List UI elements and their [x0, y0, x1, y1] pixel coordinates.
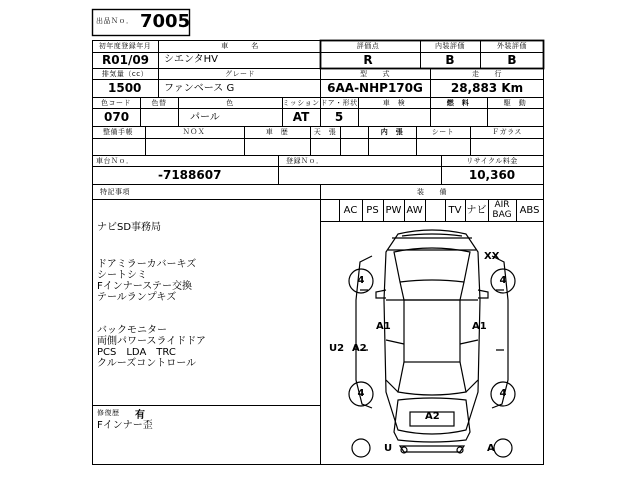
damage-rear-u: U	[384, 443, 393, 454]
mileage-label: 走 行	[472, 70, 502, 78]
remark-line: シートシミ	[97, 270, 147, 281]
score-label: 評価点	[356, 42, 380, 50]
lot-label: 出品Ｎｏ．	[96, 17, 134, 25]
color-code-value: 070	[104, 110, 130, 124]
color-label: 色	[226, 99, 234, 107]
recycle-label: リサイクル料金	[466, 157, 518, 165]
car-diagram	[349, 230, 515, 457]
equip-tv: TV	[448, 205, 462, 216]
interior-value: B	[445, 53, 455, 67]
equip-ps: PS	[366, 205, 379, 216]
equip-aw: AW	[406, 205, 423, 216]
chassis-label: 車台Ｎｏ．	[96, 157, 134, 165]
type-value: 6AA-NHP170G	[327, 81, 423, 95]
roof-label: 天 張	[313, 128, 337, 136]
remark-line: クルーズコントロール	[97, 358, 196, 369]
first-reg-value: R01/09	[102, 53, 150, 67]
fuel-label: 燃 料	[446, 99, 470, 107]
damage-rear-a2: A2	[425, 411, 440, 422]
equip-navi: ナビ	[466, 205, 487, 216]
model-label: 車 名	[221, 42, 259, 50]
equipment-title: 装 備	[417, 188, 447, 196]
interior-label: 内装評価	[435, 42, 465, 50]
remark-line: テールランプキズ	[97, 292, 177, 303]
remark-line: PCS LDA TRC	[97, 347, 176, 358]
type-label: 型 式	[360, 70, 390, 78]
damage-door-left: A1	[376, 321, 391, 332]
remark-line: Fインナーステー交換	[97, 281, 193, 292]
damage-tire-fl: 4	[357, 275, 365, 286]
lot-number: 7005	[140, 11, 191, 32]
equip-abs: ABS	[519, 205, 540, 216]
damage-left-a2: A2	[352, 343, 367, 354]
recycle-value: 10,360	[468, 168, 516, 182]
damage-tire-rr: 4	[499, 388, 507, 399]
remark-line: ドアミラーカバーキズ	[97, 259, 197, 270]
drive-label: 駆 動	[503, 99, 527, 107]
doors-value: 5	[334, 110, 344, 124]
inspection-label: 車 検	[382, 99, 406, 107]
displacement-label: 排気量（cc）	[101, 70, 149, 78]
manual-label: 整備手帳	[103, 128, 133, 136]
seat-label: シート	[431, 128, 455, 136]
grade-label: グレード	[225, 70, 255, 78]
remark-line: バックモニター	[97, 325, 167, 336]
grade-value: ファンベース G	[164, 83, 235, 94]
color-value: パール	[190, 112, 220, 123]
score-value: R	[363, 53, 373, 67]
history-label: 車 歴	[265, 128, 289, 136]
exterior-value: B	[507, 53, 517, 67]
repair-label: 修復歴	[97, 409, 120, 417]
damage-tire-fr: 4	[499, 275, 507, 286]
exterior-label: 外装評価	[497, 42, 527, 50]
color-change-label: 色替	[151, 99, 167, 107]
remark-line: 両側パワースライドドア	[97, 336, 206, 347]
remark-line: ナビSD事務局	[97, 222, 162, 233]
chassis-value: -7188607	[158, 168, 222, 182]
nox-label: ＮＯＸ	[182, 128, 206, 136]
damage-rear-a: A	[487, 443, 495, 454]
repair-note: Fインナー歪	[97, 420, 153, 431]
model-value: シエンタHV	[164, 54, 218, 65]
mission-label: ミッション	[282, 99, 320, 107]
damage-xx: XX	[484, 251, 500, 262]
damage-left-u2: U2	[329, 343, 345, 354]
repair-value: 有	[135, 410, 145, 421]
damage-door-right: A1	[472, 321, 487, 332]
reg-no-label: 登録Ｎｏ．	[286, 157, 324, 165]
mission-value: AT	[292, 110, 310, 124]
equip-airbag: AIR BAG	[492, 200, 512, 220]
first-reg-label: 初年度登録年月	[98, 42, 152, 50]
mileage-value: 28,883 Km	[450, 81, 524, 95]
color-code-label: 色コード	[101, 99, 131, 107]
equip-ac: AC	[343, 205, 358, 216]
displacement-value: 1500	[108, 81, 142, 95]
interior-pad-label: 内 張	[380, 128, 404, 136]
damage-tire-rl: 4	[357, 388, 365, 399]
equip-pw: PW	[385, 205, 402, 216]
doors-label: ドア・形状	[320, 99, 358, 107]
remarks-title: 特記事項	[100, 188, 130, 196]
glass-label: Ｆガラス	[492, 128, 522, 136]
